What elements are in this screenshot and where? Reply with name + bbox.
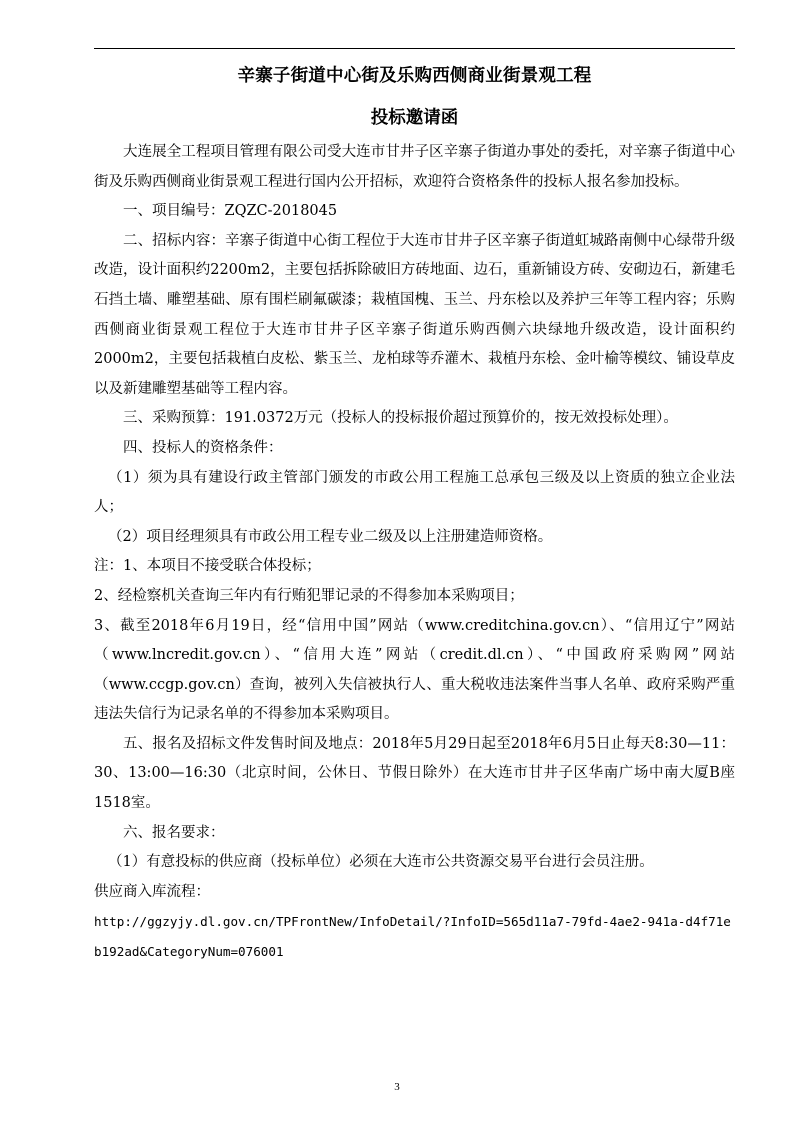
paragraph-note-3: 3、截至2018年6月19日，经“信用中国”网站（www.creditchina.gov.cn）、“信用辽宁”网站（www.lncredit.gov.cn）、“信用大连”网站（credit.dl.cn）、“中国政府采购网”网站（www.ccgp.gov.cn）查询，被列入失信被执行人、重大税收违法案件当事人名单、政府采购严重违法失信行为记录名单的不得参加本采购项目。 — [94, 617, 735, 723]
header-rule — [94, 48, 735, 49]
document-body — [94, 138, 735, 967]
paragraph-note-2: 2、经检察机关查询三年内有行贿犯罪记录的不得参加本采购项目； — [94, 587, 524, 604]
paragraph-tender-content: 二、招标内容：辛寨子街道中心街工程位于大连市甘井子区辛寨子街道虹城路南侧中心绿带升级改造，设计面积约2200m2，主要包括拆除破旧方砖地面、边石，重新铺设方砖、安砌边石，新建毛石挡土墙、雕塑基础、原有围栏刷氟碳漆；栽植国槐、玉兰、丹东桧以及养护三年等工程内容；乐购西侧商业街景观工程位于大连市甘井子区辛寨子街道乐购西侧六块绿地升级改造，设计面积约2000m2，主要包括栽植白皮松、紫玉兰、龙柏球等乔灌木、栽植丹东桧、金叶榆等模纹、铺设草皮以及新建雕塑基础等工程内容。 — [94, 232, 735, 397]
document-subtitle: 投标邀请函 — [370, 108, 459, 128]
paragraph-note-1: 注：1、本项目不接受联合体投标； — [94, 558, 321, 575]
paragraph-budget: 三、采购预算：191.0372万元（投标人的投标报价超过预算价的，按无效投标处理）。 — [123, 410, 678, 427]
paragraph-registration-time: 五、报名及招标文件发售时间及地点：2018年5月29日起至2018年6月5日止每天8:30—11：30、13:00—16:30（北京时间，公休日、节假日除外）在大连市甘井子区华南广场中南大厦B座1518室。 — [94, 735, 735, 812]
paragraph-supplier-process: 供应商入库流程： — [94, 883, 210, 900]
document-content — [94, 62, 735, 967]
paragraph-qualification-1: （1）须为具有建设行政主管部门颁发的市政公用工程施工总承包三级及以上资质的独立企业法人； — [94, 469, 735, 516]
paragraph-requirement-1: （1）有意投标的供应商（投标单位）必须在大连市公共资源交易平台进行会员注册。 — [108, 854, 654, 871]
page-number: 3 — [394, 1081, 400, 1093]
paragraph-project-number: 一、项目编号：ZQZC-2018045 — [123, 203, 338, 220]
paragraph-intro: 大连展全工程项目管理有限公司受大连市甘井子区辛寨子街道办事处的委托，对辛寨子街道中心街及乐购西侧商业街景观工程进行国内公开招标，欢迎符合资格条件的投标人报名参加投标。 — [94, 144, 735, 190]
paragraph-qualifications: 四、投标人的资格条件： — [123, 439, 283, 456]
document-title: 辛寨子街道中心街及乐购西侧商业街景观工程 — [237, 66, 592, 86]
paragraph-registration-requirements: 六、报名要求： — [123, 824, 225, 841]
paragraph-url: http://ggzyjy.dl.gov.cn/TPFrontNew/InfoDetail/?InfoID=565d11a7-79fd-4ae2-941a-d4f71eb192ad&CategoryNum=076001 — [94, 914, 731, 960]
paragraph-qualification-2: （2）项目经理须具有市政公用工程专业二级及以上注册建造师资格。 — [108, 528, 553, 545]
